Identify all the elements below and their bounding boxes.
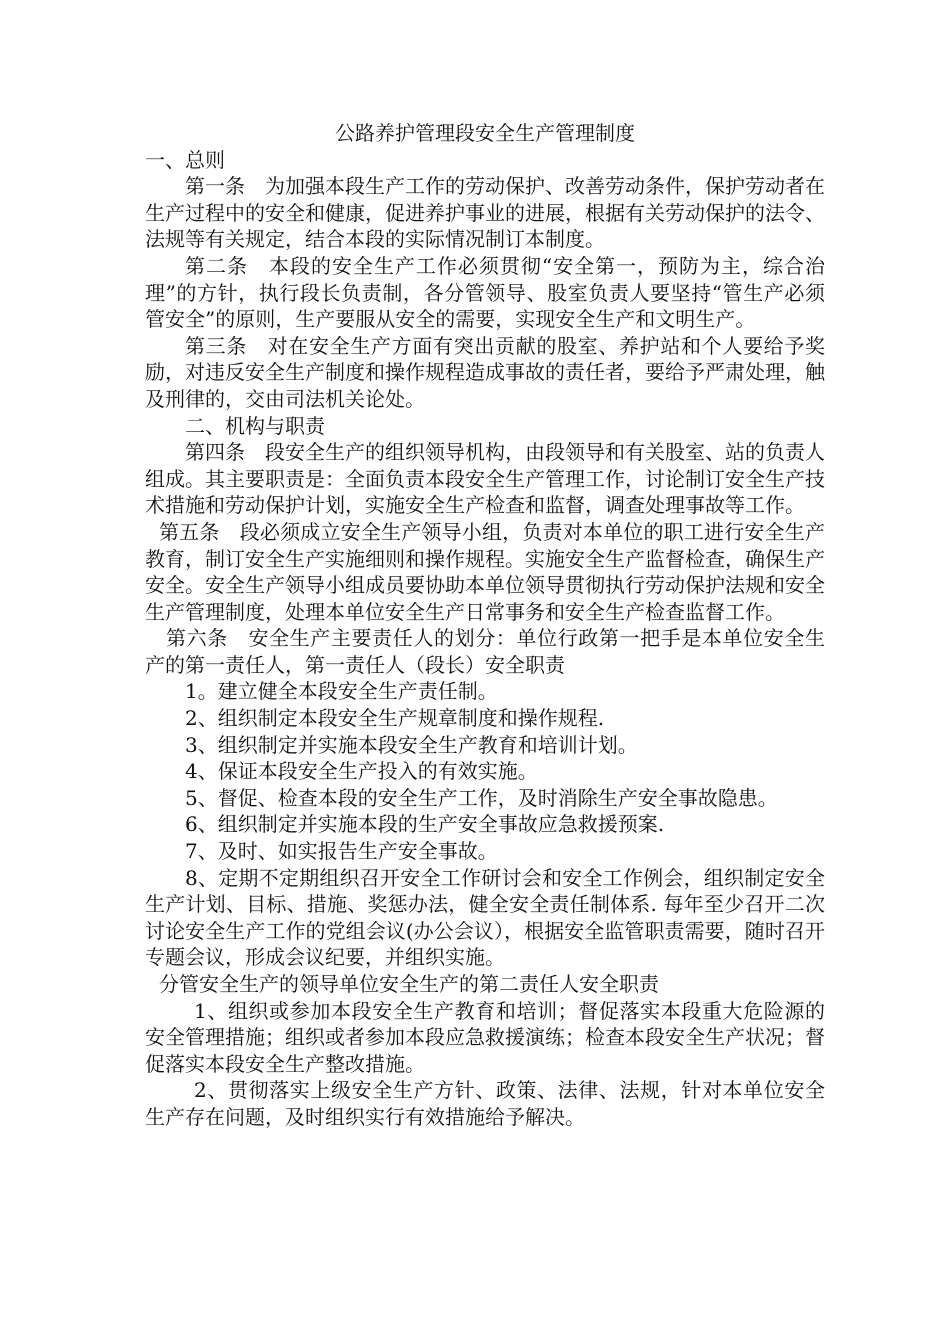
- paragraph: 第六条 安全生产主要责任人的划分：单位行政第一把手是本单位安全生产的第一责任人，第一责任人（段长）安全职责: [145, 626, 825, 677]
- paragraph: 7、及时、如实报告生产安全事故。: [185, 839, 498, 864]
- paragraph: 6、组织制定并实施本段的生产安全事故应急救援预案.: [185, 812, 665, 837]
- paragraph: 2、贯彻落实上级安全生产方针、政策、法律、法规，针对本单位安全生产存在问题，及时组织实行有效措施给予解决。: [145, 1078, 825, 1129]
- paragraph: 第二条 本段的安全生产工作必须贯彻“安全第一，预防为主，综合治理”的方针，执行段长负责制，各分管领导、股室负责人要坚持“管生产必须管安全”的原则，生产要服从安全的需要，实现安全生产和文明生产。: [145, 253, 825, 332]
- document-page: [145, 120, 825, 1131]
- paragraph: 一、总则: [145, 147, 225, 172]
- paragraph: 第三条 对在安全生产方面有突出贡献的股室、养护站和个人要给予奖励，对违反安全生产制度和操作规程造成事故的责任者，要给予严肃处理，触及刑律的，交由司法机关论处。: [145, 333, 825, 411]
- paragraph: 4、保证本段安全生产投入的有效实施。: [185, 759, 538, 784]
- paragraph: 2、组织制定本段安全生产规章制度和操作规程.: [185, 706, 605, 731]
- paragraph: 1。建立健全本段安全生产责任制。: [185, 679, 498, 704]
- paragraph: 第一条 为加强本段生产工作的劳动保护、改善劳动条件，保护劳动者在生产过程中的安全和健康，促进养护事业的进展，根据有关劳动保护的法令、法规等有关规定，结合本段的实际情况制订本制度。: [145, 174, 825, 252]
- paragraph: 5、督促、检查本段的安全生产工作，及时消除生产安全事故隐患。: [185, 785, 778, 810]
- paragraph: 二、机构与职责: [185, 413, 325, 438]
- document-title: 公路养护管理段安全生产管理制度: [335, 121, 635, 145]
- document-body: [145, 147, 825, 1131]
- paragraph: 8、定期不定期组织召开安全工作研讨会和安全工作例会，组织制定安全生产计划、目标、措施、奖惩办法，健全安全责任制体系. 每年至少召开二次讨论安全生产工作的党组会议(办公会议），根据安全监管职责需要，随时召开专题会议，形成会议纪要，并组织实施。: [145, 865, 825, 970]
- paragraph: 3、组织制定并实施本段安全生产教育和培训计划。: [185, 732, 638, 757]
- paragraph: 第五条 段必须成立安全生产领导小组，负责对本单位的职工进行安全生产教育，制订安全生产实施细则和操作规程。实施安全生产监督检查，确保生产安全。安全生产领导小组成员要协助本单位领导贯彻执行劳动保护法规和安全生产管理制度，处理本单位安全生产日常事务和安全生产检查监督工作。: [145, 519, 825, 624]
- paragraph: 第四条 段安全生产的组织领导机构，由段领导和有关股室、站的负责人组成。其主要职责是：全面负责本段安全生产管理工作，讨论制订安全生产技术措施和劳动保护计划，实施安全生产检查和监督，调查处理事故等工作。: [145, 440, 825, 518]
- paragraph: 1、组织或参加本段安全生产教育和培训；督促落实本段重大危险源的安全管理措施；组织或者参加本段应急救援演练；检查本段安全生产状况；督促落实本段安全生产整改措施。: [145, 998, 825, 1076]
- paragraph: 分管安全生产的领导单位安全生产的第二责任人安全职责: [159, 972, 659, 996]
